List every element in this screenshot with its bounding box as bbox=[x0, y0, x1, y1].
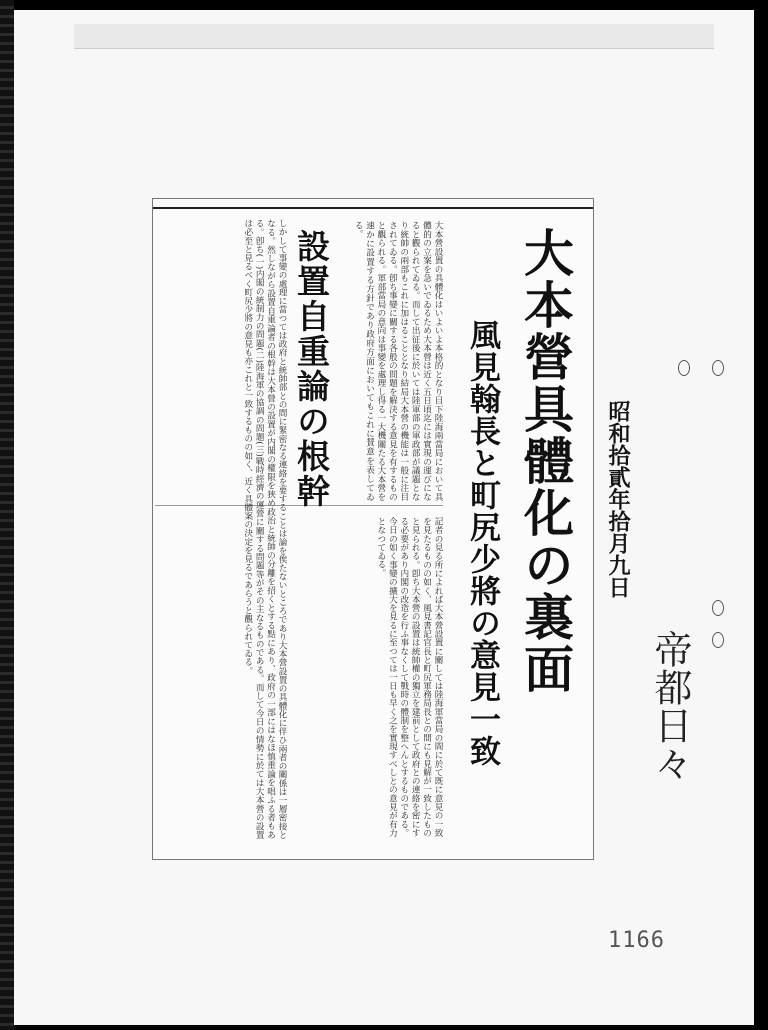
binding-holes-upper bbox=[712, 360, 726, 392]
article-subheadline: 風見翰長と町尻少將の意見一致 bbox=[464, 319, 500, 767]
newspaper-clipping bbox=[152, 198, 594, 860]
paper-tape bbox=[74, 24, 714, 49]
date-stamp: 昭和拾貳年拾月九日 bbox=[605, 400, 631, 598]
article-body-upper: 大本營設置の具體化はいよいよ本格的となり目下陸海兩當局において具體的の立案を急いでゐるため大本營は近く五日頃迄には實現の運びになると觀られてゐる。而して出征後に於いては陸軍部の軍政部が議題となり統帥の兩部もこれに加はることとなり結局大本營の機能は一般に注目されてゐる。卽ち事變に關する各般の問題を解決する意見を有するものと觀られる。軍部當局の意向は事變を處理し得る一大機關たる大本營を速かに設置する方針であり政府方面においてもこれに賛意を表してゐる。 bbox=[353, 221, 443, 501]
newspaper-name-handwritten: 帝都日々 bbox=[648, 630, 692, 782]
article-headline: 大本營具體化の裏面 bbox=[516, 227, 574, 695]
article-body-section: しかして事變の處理に當つては政府と統帥部との間に緊密なる連絡を要することは論を俟たないところであり大本營設置の具體化に伴ひ兩者の關係は一層密接となる。然しながら設置自重論者の根幹は大本營の設置が内閣の權限を狹め政治と統帥の分離を招くとする點にあり、政府の一部にはなほ慎重論を唱ふる者もある。卽ち(一)内閣の統制力の問題(二)陸海軍の協調の問題(三)戰時經濟の運營に關する問題等がその主なるものである。而して今日の情勢に於ては大本營の設置は必至と見るべく町尻少將の意見も亦これと一致するものの如く、近く具體案の決定を見るであらうと觀られてゐる。 bbox=[242, 219, 287, 839]
scan-right-edge bbox=[754, 0, 768, 1030]
section-heading: 設置自重論の根幹 bbox=[292, 229, 331, 509]
binding-hole bbox=[712, 600, 724, 616]
page-number: 1166 bbox=[608, 928, 665, 953]
article-body-lower: 記者の見る所によれば大本營設置に關しては陸海軍當局の間に於て既に意見の一致を見たるものの如く、風見書記官長と町尻軍務局長との間にも見解が一致したものと見られる。卽ち大本營の設置は統帥權の獨立を建前として政府との連絡を密にする必要があり内閣の改造を行ふ事なくして戰時の體制を整へんとするものである。今日の如く事變の擴大を見るに至つては一日も早く之を實現すべしとの意見が有力となつてゐる。 bbox=[375, 517, 443, 837]
binding-holes-left bbox=[678, 360, 692, 392]
binding-holes-lower bbox=[712, 600, 726, 664]
binding-hole bbox=[712, 632, 724, 648]
clipping-top-rule bbox=[153, 207, 593, 209]
binding-hole bbox=[712, 360, 724, 376]
archive-page bbox=[14, 10, 754, 1025]
binding-hole bbox=[678, 360, 690, 376]
scan-left-edge bbox=[0, 0, 14, 1030]
